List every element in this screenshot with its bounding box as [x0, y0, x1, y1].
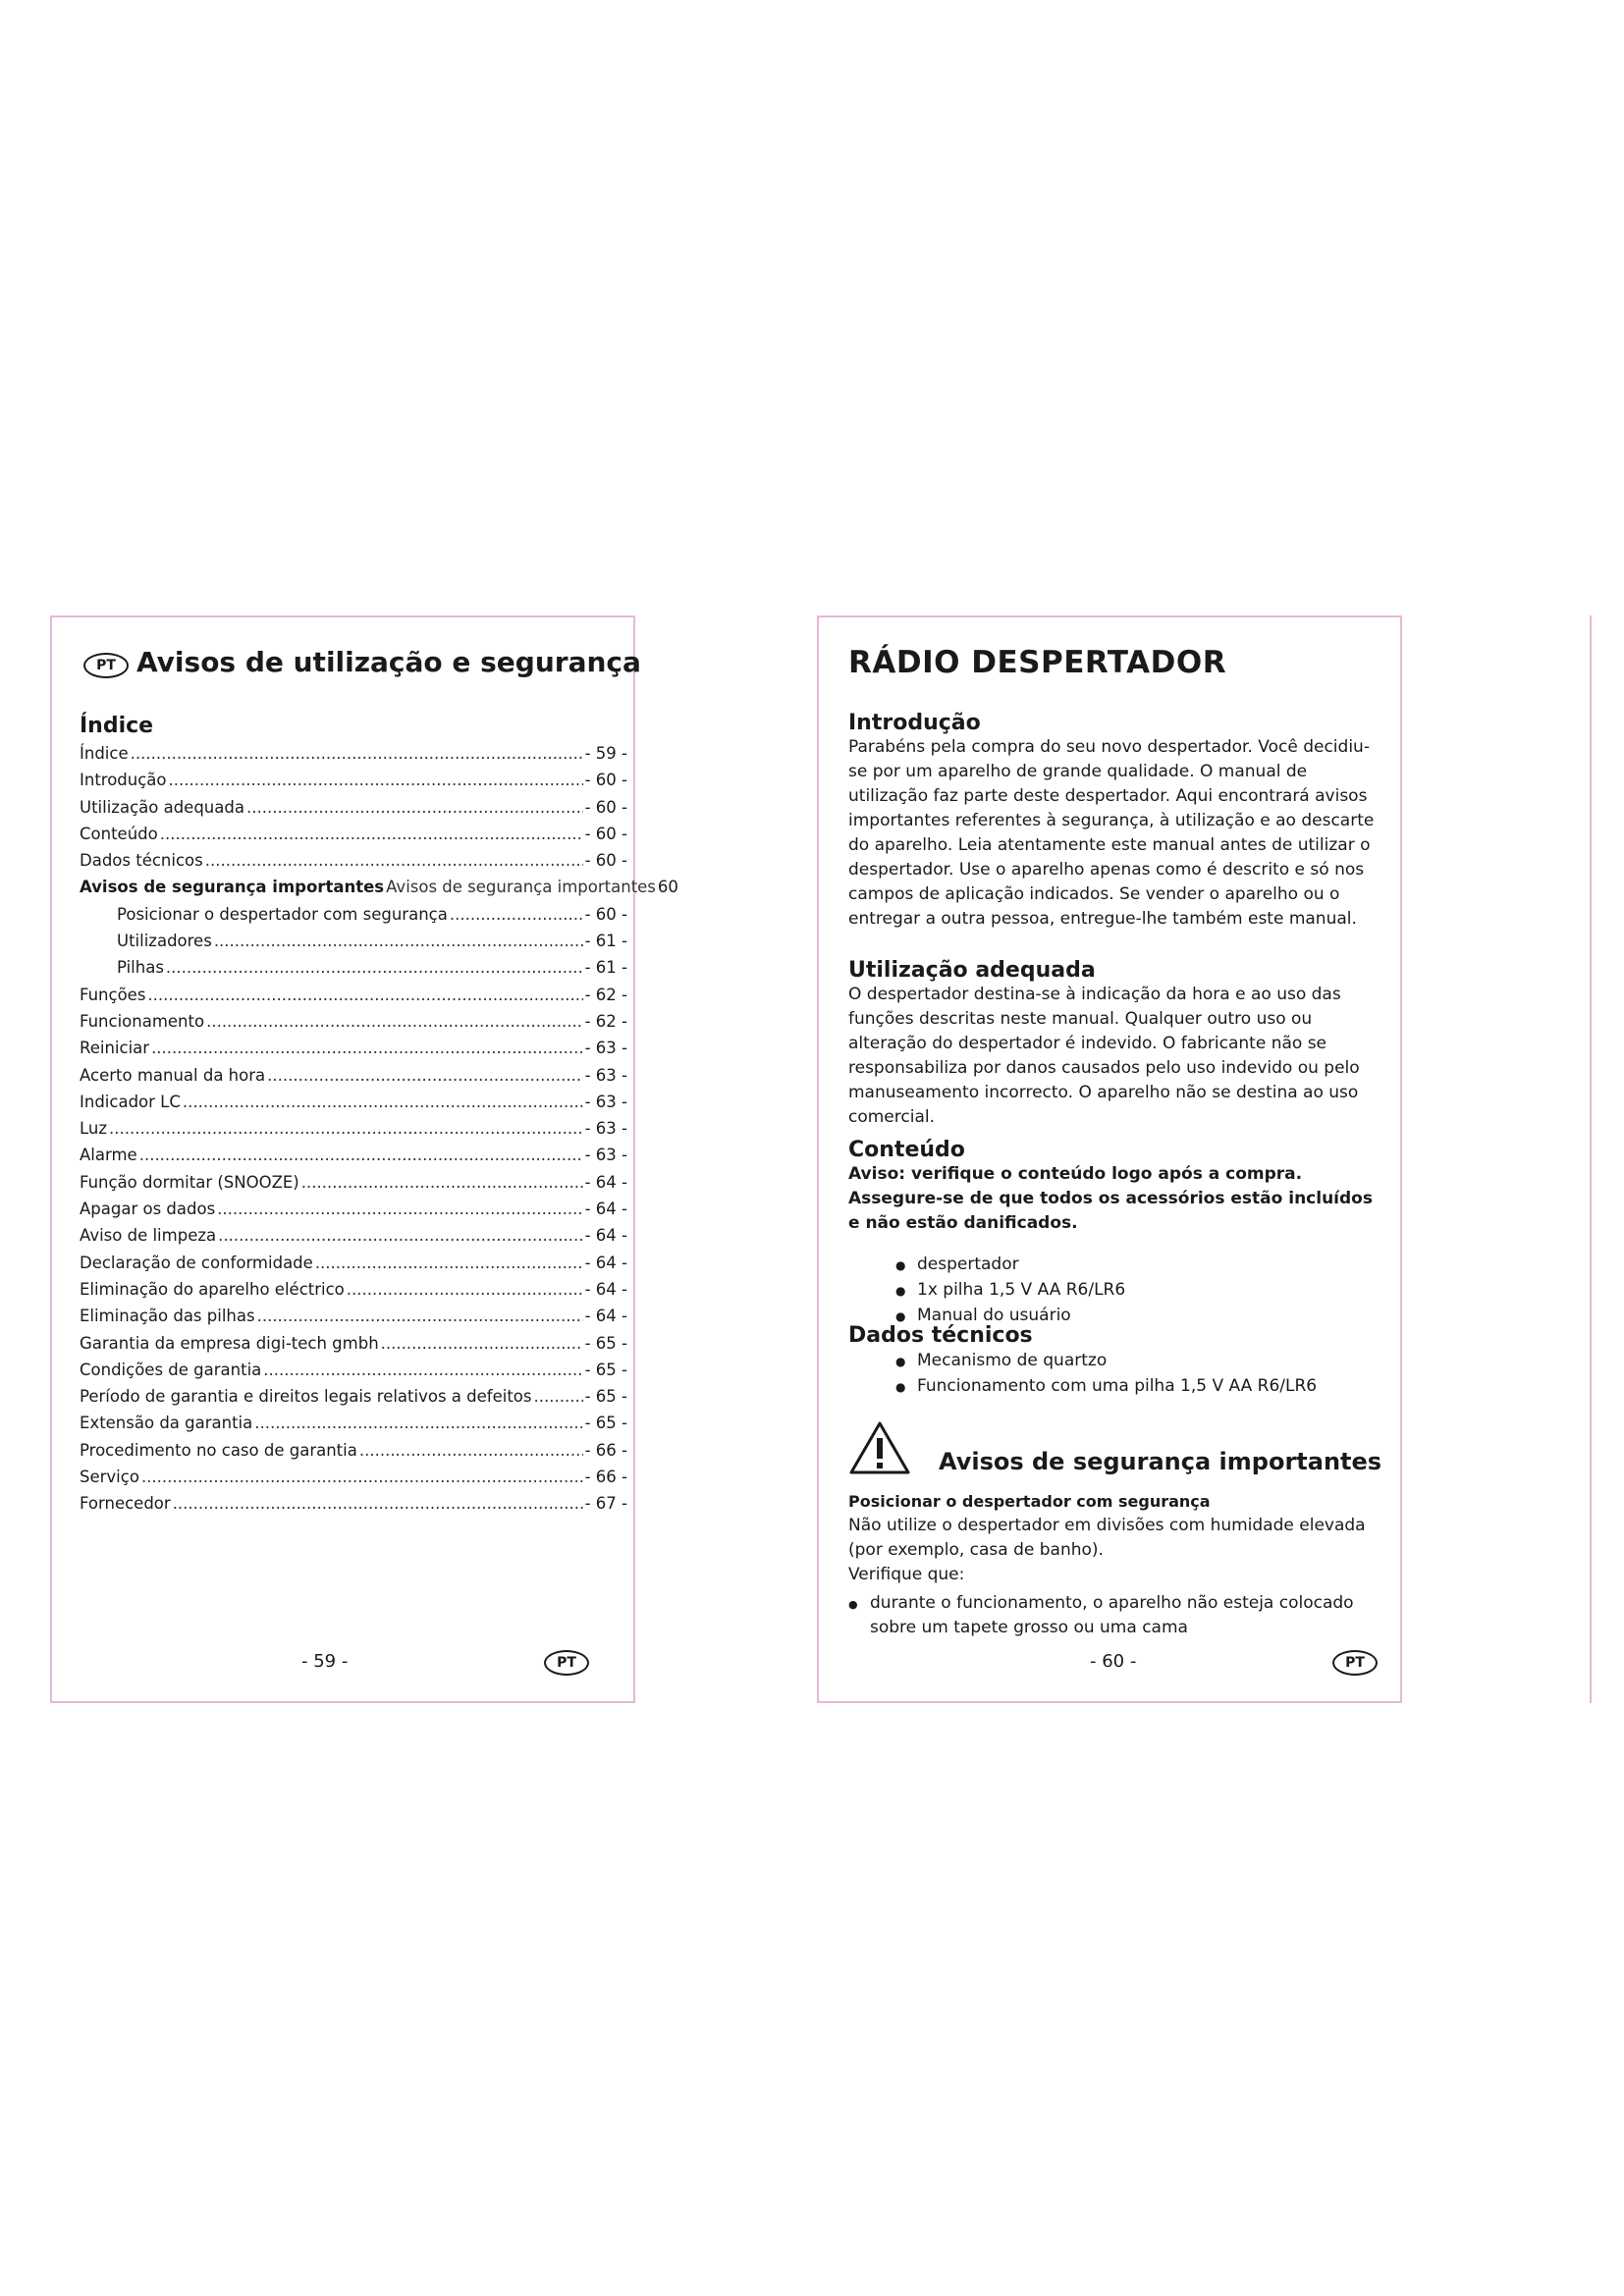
toc-entry: [80, 986, 627, 1012]
toc-entry: [80, 1254, 627, 1280]
toc-entry: [80, 1093, 627, 1119]
toc-page-number: - 60 -: [584, 771, 627, 790]
toc-label: Dados técnicos: [80, 851, 203, 871]
warning-triangle-icon: [848, 1420, 911, 1475]
toc-page-number: - 64 -: [584, 1172, 627, 1192]
toc-page-number: - 64 -: [584, 1253, 627, 1272]
toc-entry: [80, 771, 627, 797]
toc-label: Alarme: [80, 1146, 137, 1165]
toc-leader-dots: [347, 1280, 583, 1299]
toc-page-number: - 62 -: [584, 985, 627, 1004]
toc-leader-dots: [173, 1494, 583, 1513]
section-heading: Conteúdo: [848, 1138, 965, 1162]
toc-page-number: - 63 -: [584, 1119, 627, 1139]
toc-entry: [80, 1039, 627, 1065]
toc-entry: [80, 958, 627, 985]
list-item: ● 1x pilha 1,5 V AA R6/LR6: [917, 1277, 1383, 1303]
list-item: ● durante o funcionamento, o aparelho não esteja colocado sobre um tapete grosso ou uma cama: [848, 1591, 1383, 1640]
toc-leader-dots: [166, 958, 583, 977]
list-item: ● despertador: [917, 1252, 1383, 1277]
toc-label: Eliminação do aparelho eléctrico: [80, 1279, 345, 1299]
toc-label: Luz: [80, 1119, 108, 1139]
toc-label: Aviso de limpeza: [80, 1226, 217, 1246]
toc-entry: [80, 798, 627, 825]
toc-page-number: - 63 -: [584, 1092, 627, 1111]
toc-label: Condições de garantia: [80, 1360, 262, 1379]
toc-page-number: - 64 -: [584, 1226, 627, 1246]
toc-entry: [80, 1146, 627, 1172]
toc-label: Avisos de segurança importantes: [80, 878, 385, 897]
toc-leader-dots: [151, 1039, 583, 1057]
safety-heading: Avisos de segurança importantes: [939, 1448, 1382, 1475]
toc-entry: [80, 1361, 627, 1387]
toc-label: Apagar os dados: [80, 1200, 216, 1219]
toc-entry: [80, 1173, 627, 1200]
section-heading: Introdução: [848, 711, 981, 735]
toc-leader-dots: [109, 1119, 583, 1138]
toc-page-number: - 65 -: [584, 1360, 627, 1379]
toc-leader-dots: [217, 1200, 582, 1218]
page-title: Avisos de utilização e segurança: [136, 646, 641, 678]
toc-entry: [80, 1226, 627, 1253]
toc-label: Introdução: [80, 771, 167, 790]
toc-page-number: - 65 -: [584, 1414, 627, 1433]
toc-entry: [80, 932, 627, 958]
toc-page-number: - 64 -: [584, 1200, 627, 1219]
section-introduction: [848, 711, 1383, 932]
toc-entry: [80, 1441, 627, 1468]
page-number: - 60 -: [1090, 1651, 1137, 1672]
toc-leader-dots: [205, 851, 583, 870]
page-number: - 59 -: [301, 1651, 349, 1672]
manual-page-left: [50, 615, 678, 1703]
toc-leader-dots: [160, 825, 583, 843]
toc-label: Eliminação das pilhas: [80, 1307, 255, 1326]
toc-leader-dots: [131, 744, 583, 763]
toc-entry: [80, 1119, 627, 1146]
toc-leader-dots: [450, 905, 583, 924]
list-item: ● Manual do usuário: [917, 1303, 1383, 1328]
safety-text: Não utilize o despertador em divisões com humidade elevada (por exemplo, casa de banho).: [848, 1516, 1366, 1560]
toc-page-number: - 61 -: [584, 932, 627, 951]
toc-leader-dots: [183, 1093, 583, 1111]
toc-label: Fornecedor: [80, 1494, 171, 1514]
toc-label: Índice: [80, 744, 129, 763]
section-safety: [848, 1489, 1383, 1640]
toc-leader-dots: [257, 1307, 583, 1325]
toc-leader-dots: [315, 1254, 583, 1272]
toc-page-number: - 66 -: [584, 1440, 627, 1460]
toc-leader-dots: [206, 1012, 583, 1031]
toc-leader-dots: [139, 1146, 583, 1164]
table-of-contents: [80, 744, 678, 1522]
manual-page-right: [817, 615, 1402, 1703]
tech-list: [917, 1348, 1383, 1399]
contents-list: [917, 1252, 1383, 1328]
toc-entry: [80, 1468, 627, 1494]
safety-list: [848, 1591, 1383, 1640]
toc-leader-dots: [381, 1334, 583, 1353]
safety-verify: Verifique que:: [848, 1565, 965, 1584]
toc-page-number: - 60 -: [584, 797, 627, 817]
toc-entry: [80, 1200, 627, 1226]
next-page-edge: [1590, 615, 1592, 1703]
toc-page-number: 60: [657, 878, 678, 897]
section-heading: Dados técnicos: [848, 1323, 1033, 1348]
toc-page-number: - 59 -: [584, 744, 627, 763]
toc-leader-dots: [218, 1226, 582, 1245]
toc-page-number: - 60 -: [584, 851, 627, 871]
toc-entry: [80, 1012, 627, 1039]
list-item: ● Mecanismo de quartzo: [917, 1348, 1383, 1373]
toc-label: Procedimento no caso de garantia: [80, 1440, 357, 1460]
section-intended-use: [848, 958, 1383, 1130]
toc-leader-dots: [267, 1066, 582, 1085]
toc-label: Acerto manual da hora: [80, 1065, 266, 1085]
toc-leader-dots: [169, 771, 583, 789]
section-contents: [848, 1138, 1383, 1328]
toc-page-number: - 60 -: [584, 904, 627, 924]
language-badge-footer: PT: [544, 1650, 589, 1676]
toc-leader-dots: [301, 1173, 583, 1192]
toc-label: Garantia da empresa digi-tech gmbh: [80, 1333, 379, 1353]
toc-page-number: - 65 -: [584, 1333, 627, 1353]
toc-label: Declaração de conformidade: [80, 1253, 313, 1272]
toc-leader-dots: [263, 1361, 582, 1379]
section-text: O despertador destina-se à indicação da hora e ao uso das funções descritas neste manual. Qualquer outro uso ou alteração do despertador é indevido. O fabricante não se responsabiliza por danos causados pelo uso indevido ou pelo manuseamento incorrecto. O aparelho não se destina ao uso comercial.: [848, 985, 1360, 1127]
toc-label: Utilizadores: [117, 932, 212, 951]
toc-heading: Índice: [80, 714, 154, 738]
safety-subheading: Posicionar o despertador com segurança: [848, 1492, 1211, 1511]
toc-page-number: - 64 -: [584, 1279, 627, 1299]
toc-entry: [80, 744, 627, 771]
toc-entry: [80, 1494, 627, 1521]
toc-page-number: - 60 -: [584, 824, 627, 843]
toc-label: Funcionamento: [80, 1011, 205, 1031]
toc-label: Função dormitar (SNOOZE): [80, 1172, 299, 1192]
toc-page-number: - 62 -: [584, 1011, 627, 1031]
toc-page-number: - 63 -: [584, 1146, 627, 1165]
toc-label: Pilhas: [117, 958, 164, 978]
toc-leader-dots: [533, 1387, 582, 1406]
contents-note: Aviso: verifique o conteúdo logo após a compra. Assegure-se de que todos os acessórios estão incluídos e não estão danificados.: [848, 1164, 1373, 1233]
section-heading: Utilização adequada: [848, 958, 1096, 983]
language-badge: PT: [83, 653, 129, 678]
section-text: Parabéns pela compra do seu novo despertador. Você decidiu-se por um aparelho de grande qualidade. O manual de utilização faz parte deste despertador. Aqui encontrará avisos importantes referentes à segurança, à utilização e ao descarte do aparelho. Leia atentamente este manual antes de utilizar o despertador. Use o aparelho apenas como é descrito e só nos campos de aplicação indicados. Se vender o aparelho ou o entregar a outra pessoa, entregue-lhe também este manual.: [848, 737, 1375, 929]
toc-entry: [80, 878, 678, 904]
toc-page-number: - 67 -: [584, 1494, 627, 1514]
toc-leader-dots: [141, 1468, 583, 1486]
toc-label: Reiniciar: [80, 1039, 150, 1058]
toc-leader-dots: [246, 798, 583, 817]
toc-label: Funções: [80, 985, 146, 1004]
toc-page-number: - 65 -: [584, 1387, 627, 1407]
toc-entry: [80, 1066, 627, 1093]
product-title: RÁDIO DESPERTADOR: [848, 645, 1227, 680]
toc-entry: [80, 825, 627, 851]
toc-entry: [80, 1414, 627, 1440]
toc-page-number: - 63 -: [584, 1065, 627, 1085]
toc-page-number: - 66 -: [584, 1468, 627, 1487]
toc-page-number: - 63 -: [584, 1039, 627, 1058]
list-item: ● Funcionamento com uma pilha 1,5 V AA R6/LR6: [917, 1373, 1383, 1399]
safety-heading-row: [848, 1420, 1383, 1479]
toc-entry: [80, 1280, 627, 1307]
toc-page-number: - 61 -: [584, 958, 627, 978]
toc-leader-dots: [254, 1414, 582, 1432]
toc-overlay-text: Avisos de segurança importantes: [386, 878, 656, 897]
toc-entry: [80, 905, 627, 932]
toc-leader-dots: [214, 932, 583, 950]
toc-entry: [80, 1387, 627, 1414]
toc-label: Período de garantia e direitos legais relativos a defeitos: [80, 1387, 532, 1407]
toc-entry: [80, 1307, 627, 1333]
toc-label: Serviço: [80, 1468, 139, 1487]
language-badge-footer: PT: [1332, 1650, 1378, 1676]
toc-label: Conteúdo: [80, 824, 158, 843]
toc-entry: [80, 851, 627, 878]
toc-leader-dots: [359, 1441, 583, 1460]
toc-entry: [80, 1334, 627, 1361]
toc-label: Extensão da garantia: [80, 1414, 253, 1433]
toc-page-number: - 64 -: [584, 1307, 627, 1326]
toc-leader-dots: [147, 986, 582, 1004]
toc-label: Indicador LC: [80, 1092, 181, 1111]
toc-label: Posicionar o despertador com segurança: [117, 904, 448, 924]
section-technical-data: [848, 1323, 1383, 1399]
toc-label: Utilização adequada: [80, 797, 244, 817]
